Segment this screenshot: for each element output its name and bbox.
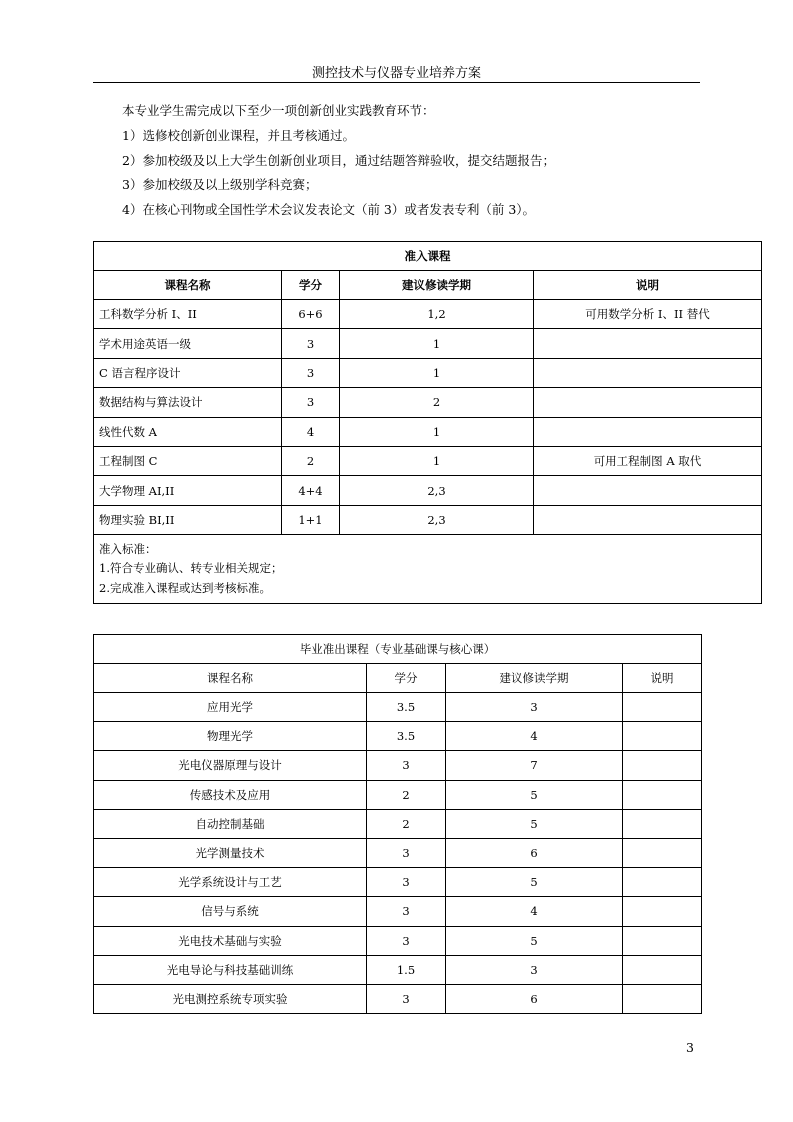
criteria-label: 准入标准： [99, 541, 157, 556]
credits: 2 [367, 780, 446, 809]
semester: 5 [446, 780, 623, 809]
table-header-row [94, 664, 702, 693]
notes [534, 417, 762, 446]
intro-line: 本专业学生需完成以下至少一项创新创业实践教育环节： [122, 103, 435, 118]
semester: 1 [340, 329, 534, 358]
credits: 3 [367, 897, 446, 926]
credits: 1+1 [282, 505, 340, 534]
graduation-table-title: 毕业准出课程（专业基础课与核心课） [94, 635, 702, 664]
notes [623, 984, 702, 1013]
credits: 3 [282, 358, 340, 387]
notes [623, 809, 702, 838]
notes [623, 897, 702, 926]
course-name: 光学测量技术 [94, 838, 367, 867]
table-row [94, 868, 702, 897]
page-number: 3 [686, 1040, 694, 1055]
semester: 6 [446, 984, 623, 1013]
notes [534, 358, 762, 387]
semester: 7 [446, 751, 623, 780]
column-header-credits: 学分 [367, 664, 446, 693]
course-name: 线性代数 A [94, 417, 282, 446]
semester: 1,2 [340, 300, 534, 329]
notes [534, 505, 762, 534]
course-name: 工程制图 C [94, 446, 282, 475]
intro-line: 4）在核心刊物或全国性学术会议发表论文（前 3）或者发表专利（前 3）。 [122, 202, 536, 218]
column-header-course-name: 课程名称 [94, 271, 282, 300]
admission-criteria [94, 535, 762, 604]
notes [534, 329, 762, 358]
credits: 3 [367, 868, 446, 897]
course-name: 光电仪器原理与设计 [94, 751, 367, 780]
notes: 可用数学分析 I、II 替代 [534, 300, 762, 329]
credits: 3 [282, 329, 340, 358]
table-row [94, 388, 762, 417]
table-row [94, 809, 702, 838]
table-header-row [94, 271, 762, 300]
table-row [94, 358, 762, 387]
semester: 1 [340, 358, 534, 387]
notes [623, 868, 702, 897]
semester: 3 [446, 955, 623, 984]
course-name: 信号与系统 [94, 897, 367, 926]
credits: 3 [367, 926, 446, 955]
credits: 3.5 [367, 722, 446, 751]
semester: 4 [446, 722, 623, 751]
credits: 3 [282, 388, 340, 417]
table-row [94, 984, 702, 1013]
course-name: 光电测控系统专项实验 [94, 984, 367, 1013]
table-row [94, 780, 702, 809]
course-name: 光学系统设计与工艺 [94, 868, 367, 897]
notes [623, 722, 702, 751]
notes [623, 751, 702, 780]
intro-line: 1）选修校创新创业课程，并且考核通过。 [122, 127, 355, 143]
course-name: 物理光学 [94, 722, 367, 751]
column-header-course-name: 课程名称 [94, 664, 367, 693]
table-row [94, 926, 702, 955]
table-row [94, 417, 762, 446]
admission-criteria-row [94, 535, 762, 604]
course-name: C 语言程序设计 [94, 358, 282, 387]
credits: 4+4 [282, 476, 340, 505]
credits: 3.5 [367, 693, 446, 722]
table-row [94, 955, 702, 984]
column-header-semester: 建议修读学期 [340, 271, 534, 300]
innovation-requirements [122, 99, 702, 223]
page-header-title: 测控技术与仪器专业培养方案 [311, 66, 481, 81]
table-row [94, 751, 702, 780]
semester: 5 [446, 926, 623, 955]
notes [623, 838, 702, 867]
course-name: 物理实验 BI,II [94, 505, 282, 534]
table-row [94, 722, 702, 751]
table-row [94, 838, 702, 867]
intro-line: 3）参加校级及以上级别学科竞赛； [122, 177, 318, 193]
credits: 6+6 [282, 300, 340, 329]
semester: 2,3 [340, 476, 534, 505]
credits: 2 [367, 809, 446, 838]
column-header-notes: 说明 [623, 664, 702, 693]
credits: 2 [282, 446, 340, 475]
semester: 1 [340, 417, 534, 446]
admission-table-title: 准入课程 [94, 242, 762, 271]
column-header-credits: 学分 [282, 271, 340, 300]
semester: 1 [340, 446, 534, 475]
notes [623, 693, 702, 722]
notes [534, 388, 762, 417]
table-row [94, 476, 762, 505]
course-name: 自动控制基础 [94, 809, 367, 838]
graduation-courses-table [93, 634, 702, 1014]
semester: 4 [446, 897, 623, 926]
credits: 4 [282, 417, 340, 446]
semester: 5 [446, 868, 623, 897]
intro-line: 2）参加校级及以上大学生创新创业项目，通过结题答辩验收，提交结题报告； [122, 152, 555, 168]
header-divider [93, 82, 700, 83]
credits: 3 [367, 984, 446, 1013]
course-name: 光电导论与科技基础训练 [94, 955, 367, 984]
notes [623, 926, 702, 955]
admission-courses-table [93, 241, 762, 604]
table-row [94, 505, 762, 534]
semester: 5 [446, 809, 623, 838]
credits: 3 [367, 838, 446, 867]
course-name: 光电技术基础与实验 [94, 926, 367, 955]
course-name: 数据结构与算法设计 [94, 388, 282, 417]
credits: 3 [367, 751, 446, 780]
semester: 2,3 [340, 505, 534, 534]
column-header-notes: 说明 [534, 271, 762, 300]
table-row [94, 300, 762, 329]
semester: 2 [340, 388, 534, 417]
course-name: 大学物理 AI,II [94, 476, 282, 505]
course-name: 学术用途英语一级 [94, 329, 282, 358]
table-row [94, 446, 762, 475]
semester: 3 [446, 693, 623, 722]
notes [623, 955, 702, 984]
notes [623, 780, 702, 809]
course-name: 应用光学 [94, 693, 367, 722]
notes: 可用工程制图 A 取代 [534, 446, 762, 475]
table-row [94, 897, 702, 926]
course-name: 传感技术及应用 [94, 780, 367, 809]
table-row [94, 329, 762, 358]
notes [534, 476, 762, 505]
column-header-semester: 建议修读学期 [446, 664, 623, 693]
criteria-item: 2.完成准入课程或达到考核标准。 [99, 580, 271, 595]
semester: 6 [446, 838, 623, 867]
table-row [94, 693, 702, 722]
course-name: 工科数学分析 I、II [94, 300, 282, 329]
credits: 1.5 [367, 955, 446, 984]
criteria-item: 1.符合专业确认、转专业相关规定； [99, 561, 283, 576]
